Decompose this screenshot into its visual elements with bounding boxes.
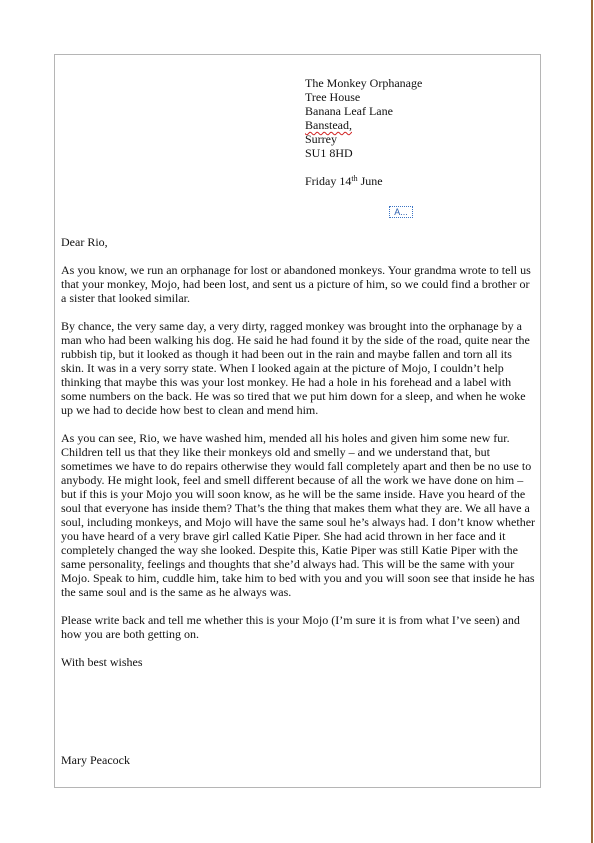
- paragraph: Please write back and tell me whether this is your Mojo (I’m sure it is from what I’ve seen) and how you are both getting on.: [61, 613, 520, 641]
- paragraph: As you know, we run an orphanage for lost or abandoned monkeys. Your grandma wrote to tell us that your monkey, Mojo, had been lost, and sent us a picture of him, so we could find a brother or a sister that looked similar.: [61, 263, 531, 305]
- closing: With best wishes: [61, 655, 143, 669]
- letter-body: [61, 235, 537, 669]
- date-ordinal: th: [351, 174, 358, 183]
- content-control-tag[interactable]: A...: [389, 206, 413, 218]
- signature: Mary Peacock: [61, 753, 130, 767]
- window-edge: [591, 0, 593, 843]
- date-month: June: [357, 174, 383, 188]
- sender-address: [305, 76, 422, 160]
- paragraph: As you can see, Rio, we have washed him, mended all his holes and given him some new fur. Children tell us that they like their monkeys old and smelly – and we understand that, but sometimes we have to do repairs otherwise they would fall completely apart and then be no use to anybody. He might look, feel and smell different because of all the work we have done on him – but if this is your Mojo you will soon know, as he will be the same inside. Have you heard of the soul that everyone has inside them? That’s the thing that makes them what they are. We all have a soul, including monkeys, and Mojo will have the same soul he’s always had. I don’t know whether you have heard of a very brave girl called Katie Piper. She had acid thrown in her face and it completely changed the way she looked. Despite this, Katie Piper was still Katie Piper with the same personality, feelings and thoughts that she’d always had. This will be the same with your Mojo. Speak to him, cuddle him, take him to bed with you and you will soon see that inside he has the same soul and is the same as he always was.: [61, 431, 536, 599]
- date-day: Friday 14: [305, 174, 352, 188]
- address-line: The Monkey Orphanage: [305, 76, 423, 90]
- address-line-misspelled[interactable]: Banstead,: [305, 118, 352, 132]
- paragraph: By chance, the very same day, a very dirty, ragged monkey was brought into the orphanage by a man who had been walking his dog. He said he had found it by the side of the road, quite near the rubbish tip, but it looked as though it had been out in the rain and maybe fallen and torn all its skin. It was in a very sorry state. When I looked again at the picture of Mojo, I couldn’t help thinking that maybe this was your lost monkey. He had a hole in his forehead and a label with some numbers on the back. He was so tired that we put him down for a sleep, and when he woke up we had to decide how best to clean and mend him.: [61, 319, 530, 417]
- letter-date: [305, 174, 383, 188]
- address-line: Tree House: [305, 90, 361, 104]
- salutation: Dear Rio,: [61, 235, 108, 249]
- address-line: SU1 8HD: [305, 146, 353, 160]
- address-line: Surrey: [305, 132, 337, 146]
- address-line: Banana Leaf Lane: [305, 104, 393, 118]
